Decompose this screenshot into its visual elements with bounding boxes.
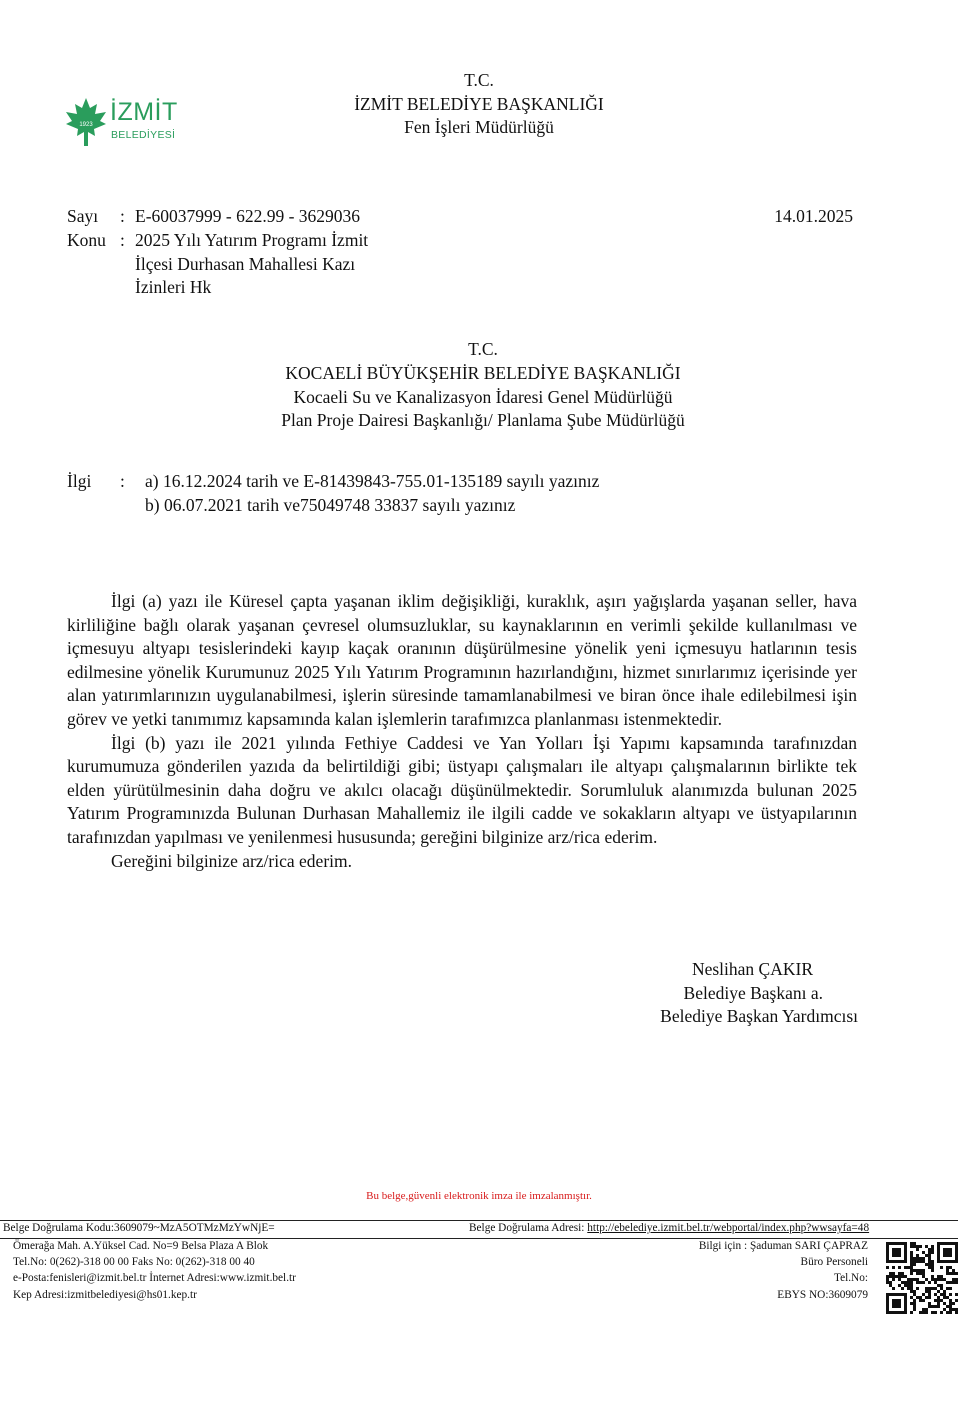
konu-line: 2025 Yılı Yatırım Programı İzmit (135, 230, 369, 250)
logo-word: İZMİT (110, 98, 178, 126)
header-institution: İZMİT BELEDİYE BAŞKANLIĞI (354, 94, 604, 114)
logo-badge-year: 1923 (79, 122, 93, 128)
signatory-title: Belediye Başkanı a. (683, 983, 823, 1003)
footer-ebys: EBYS NO:3609079 (777, 1289, 868, 1301)
footer-divider (0, 1238, 958, 1239)
signatory-position: Belediye Başkan Yardımcısı (660, 1006, 858, 1026)
recipient-department: Plan Proje Dairesi Başkanlığı/ Planlama Şube Müdürlüğü (281, 410, 685, 430)
recipient-directorate: Kocaeli Su ve Kanalizasyon İdaresi Genel Müdürlüğü (293, 387, 673, 407)
footer-address: Ömerağa Mah. A.Yüksel Cad. No=9 Belsa Plaza A Blok (13, 1240, 269, 1252)
footer-contact-person: Bilgi için : Şaduman SARI ÇAPRAZ (698, 1240, 868, 1252)
qr-code-icon (886, 1242, 958, 1316)
verify-address-label: Belge Doğrulama Adresi: (469, 1222, 585, 1234)
sayi-colon: : (120, 206, 125, 226)
footer-divider (0, 1220, 958, 1221)
konu-line: İlçesi Durhasan Mahallesi Kazı (135, 254, 356, 274)
recipient-tc: T.C. (468, 339, 498, 359)
footer-kep: Kep Adresi:izmitbelediyesi@hs01.kep.tr (13, 1289, 197, 1301)
sayi-label: Sayı (67, 206, 99, 226)
ilgi-ref-a: a) 16.12.2024 tarih ve E-81439843-755.01-135189 sayılı yazınız (145, 471, 600, 491)
konu-label: Konu (67, 230, 106, 250)
footer-email: e-Posta:fenisleri@izmit.bel.tr İnternet Adresi:www.izmit.bel.tr (13, 1272, 296, 1284)
signatory-name: Neslihan ÇAKIR (691, 959, 813, 979)
verify-code: Belge Doğrulama Kodu:3609079~MzA5OTMzMzYwNjE= (3, 1222, 275, 1234)
esign-notice: Bu belge,güvenli elektronik imza ile imzalanmıştır. (366, 1190, 592, 1202)
sayi-value: E-60037999 - 622.99 - 3629036 (135, 206, 361, 226)
logo-subtitle: BELEDİYESİ (111, 129, 176, 141)
footer-phone: Tel.No: 0(262)-318 00 00 Faks No: 0(262)-318 00 40 (13, 1256, 255, 1268)
recipient-institution: KOCAELİ BÜYÜKŞEHİR BELEDİYE BAŞKANLIĞI (285, 363, 681, 383)
konu-line: İzinleri Hk (135, 277, 212, 297)
header-tc: T.C. (464, 70, 494, 90)
ilgi-colon: : (120, 471, 125, 491)
paragraph-1: İlgi (a) yazı ile Küresel çapta yaşanan iklim değişikliği, kuraklık, aşırı yağışlarda yaşanan seller, hava kirliliğine bağlı olarak yaşanan çevresel olumsuzluklar, su kaynaklarının en verimli şekilde kullanılması ve içmesuyu altyapı tesislerindeki kayıp kaçak oranının düşürülmesine yönelik yeni içmesuyu hatlarının tesis edilmesine yönelik Kurumunuz 2025 Yılı Yatırım Programının hazırlandığını, hizmet sınırlarımız içerisinde yer alan yatırımlarınızın uygulanabilmesi, işlerin süresinde tamamlanabilmesi ve biran önce ihale edilebilmesi işin görev ve yetki tanımımız kapsamında kalan işlemlerin tarafımızca planlanması istenmektedir. (67, 591, 857, 729)
konu-colon: : (120, 230, 125, 250)
paragraph-2: İlgi (b) yazı ile 2021 yılında Fethiye Caddesi ve Yan Yolları İşi Yapımı kapsamında tarafınızdan kurumumuza gönderilen yazıda da belirtildiği gibi; üstyapı çalışmaları ile altyapı çalışmalarının birlikte tek elden yürütülmesinin daha doğru ve akılcı olacağı düşünülmektedir. Sorumluluk alanımızda bulunan 2025 Yatırım Programınızda Bulunan Durhasan Mahallemiz ile ilgili cadde ve sokakların altyapı ve üstyapılarının tarafınızdan yapılması ve yenilenmesi hususunda; gereğini bilginize arz/rica ederim. (67, 732, 857, 847)
letter-body (67, 590, 857, 873)
verify-address-link[interactable]: http://ebelediye.izmit.bel.tr/webportal/index.php?wwsayfa=48 (587, 1222, 870, 1234)
paragraph-3: Gereğini bilginize arz/rica ederim. (111, 850, 352, 871)
footer-contact-tel: Tel.No: (833, 1272, 868, 1284)
verify-address (469, 1222, 869, 1234)
header-department: Fen İşleri Müdürlüğü (404, 117, 554, 137)
footer-contact-role: Büro Personeli (800, 1256, 868, 1268)
ilgi-ref-b: b) 06.07.2021 tarih ve75049748 33837 sayılı yazınız (145, 495, 516, 515)
document-date: 14.01.2025 (774, 206, 853, 226)
ilgi-label: İlgi (67, 471, 92, 491)
